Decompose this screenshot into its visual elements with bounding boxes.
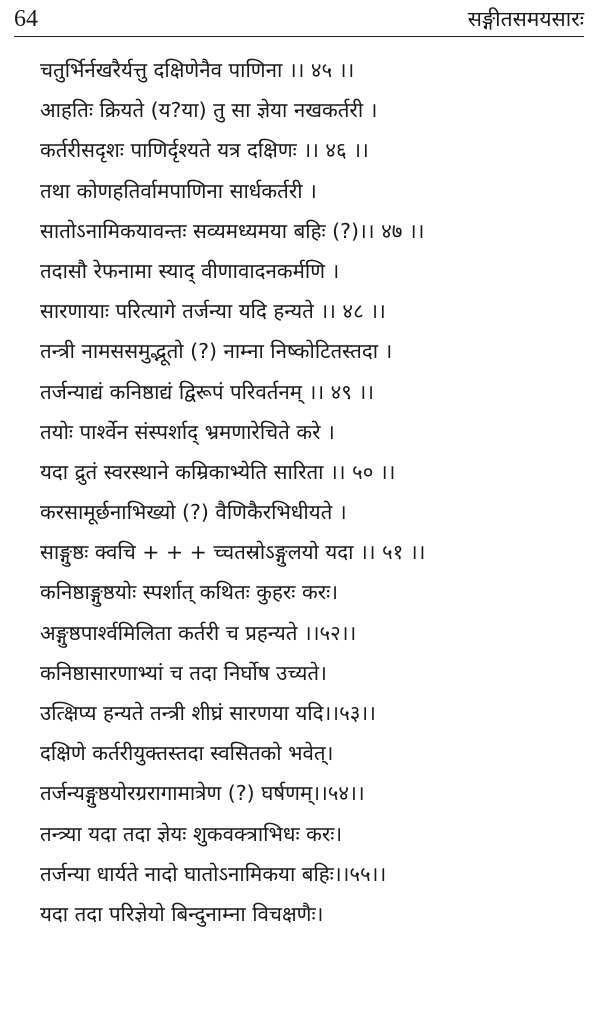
verse-text xyxy=(40,50,594,934)
verse-line: तर्जन्याद्यं कनिष्ठाद्यं द्विरूपं परिवर्तनम् ।। ४९ ।। xyxy=(40,379,375,404)
verse-line: दक्षिणे कर्तरीयुक्तस्तदा स्वसितको भवेत्। xyxy=(40,741,334,766)
verse-line: कनिष्ठासारणाभ्यां च तदा निर्घोष उच्यते। xyxy=(40,660,327,685)
verse-line: यदा द्रुतं स्वरस्थाने कम्रिकाभ्येति सारिता ।। ५० ।। xyxy=(40,459,396,484)
verse-line: चतुर्भिर्नखरैर्यत्तु दक्षिणेनैव पाणिना ।। ४५ ।। xyxy=(40,58,355,82)
verse-line: कर्तरीसदृशः पाणिर्दृश्यते यत्र दक्षिणः ।। ४६ ।। xyxy=(40,138,369,163)
page-number: 64 xyxy=(14,6,38,32)
verse-line: सातोऽनामिकयावन्तः सव्यमध्यमया बहिः (?)।। ४७ ।। xyxy=(40,218,425,243)
verse-line: तर्जन्या धार्यते नादो घातोऽनामिकया बहिः।।५५।। xyxy=(40,861,387,886)
verse-line: यदा तदा परिज्ञेयो बिन्दुनाम्ना विचक्षणैः। xyxy=(40,901,324,926)
verse-line: आहतिः क्रियते (य?या) तु सा ज्ञेया नखकर्तरी । xyxy=(40,98,378,123)
verse-line: तर्जन्यङ्गुष्ठयोरग्ररागामात्रेण (?) घर्षणम्।।५४।। xyxy=(40,781,365,806)
verse-line: तदासौ रेफनामा स्याद् वीणावादनकर्मणि । xyxy=(40,258,340,283)
verse-line: तयोः पार्श्वेन संस्पर्शाद् भ्रमणारेचिते करे । xyxy=(40,419,335,444)
verse-line: करसामूर्छनाभिख्यो (?) वैणिकैरभिधीयते । xyxy=(40,500,347,525)
verse-line: साङ्गुष्ठः क्वचि + + + च्चतस्रोऽङ्गुलयो यदा ।। ५१ ।। xyxy=(40,540,426,565)
verse-line: उत्क्षिप्य हन्यते तन्त्री शीघ्रं सारणया यदि।।५३।। xyxy=(40,701,376,725)
verse-line: सारणायाः परित्यागे तर्जन्या यदि हन्यते ।। ४८ ।। xyxy=(40,299,386,324)
verse-line: अङ्गुष्ठपार्श्वमिलिता कर्तरी च प्रहन्यते ।।५२।। xyxy=(40,620,357,645)
verse-line: तन्त्र्या यदा तदा ज्ञेयः शुकवक्त्राभिधः करः। xyxy=(40,821,343,846)
verse-line: तन्त्री नामससमुद्भूतो (?) नाम्ना निष्कोटितस्तदा । xyxy=(40,339,393,364)
verse-line: कनिष्ठाङ्गुष्ठयोः स्पर्शात् कथितः कुहरः करः। xyxy=(40,580,338,605)
verse-line: तथा कोणहतिर्वामपाणिना सार्धकर्तरी । xyxy=(40,178,317,203)
running-title: सङ्गीतसमयसारः xyxy=(467,7,584,31)
page-header xyxy=(14,2,584,37)
